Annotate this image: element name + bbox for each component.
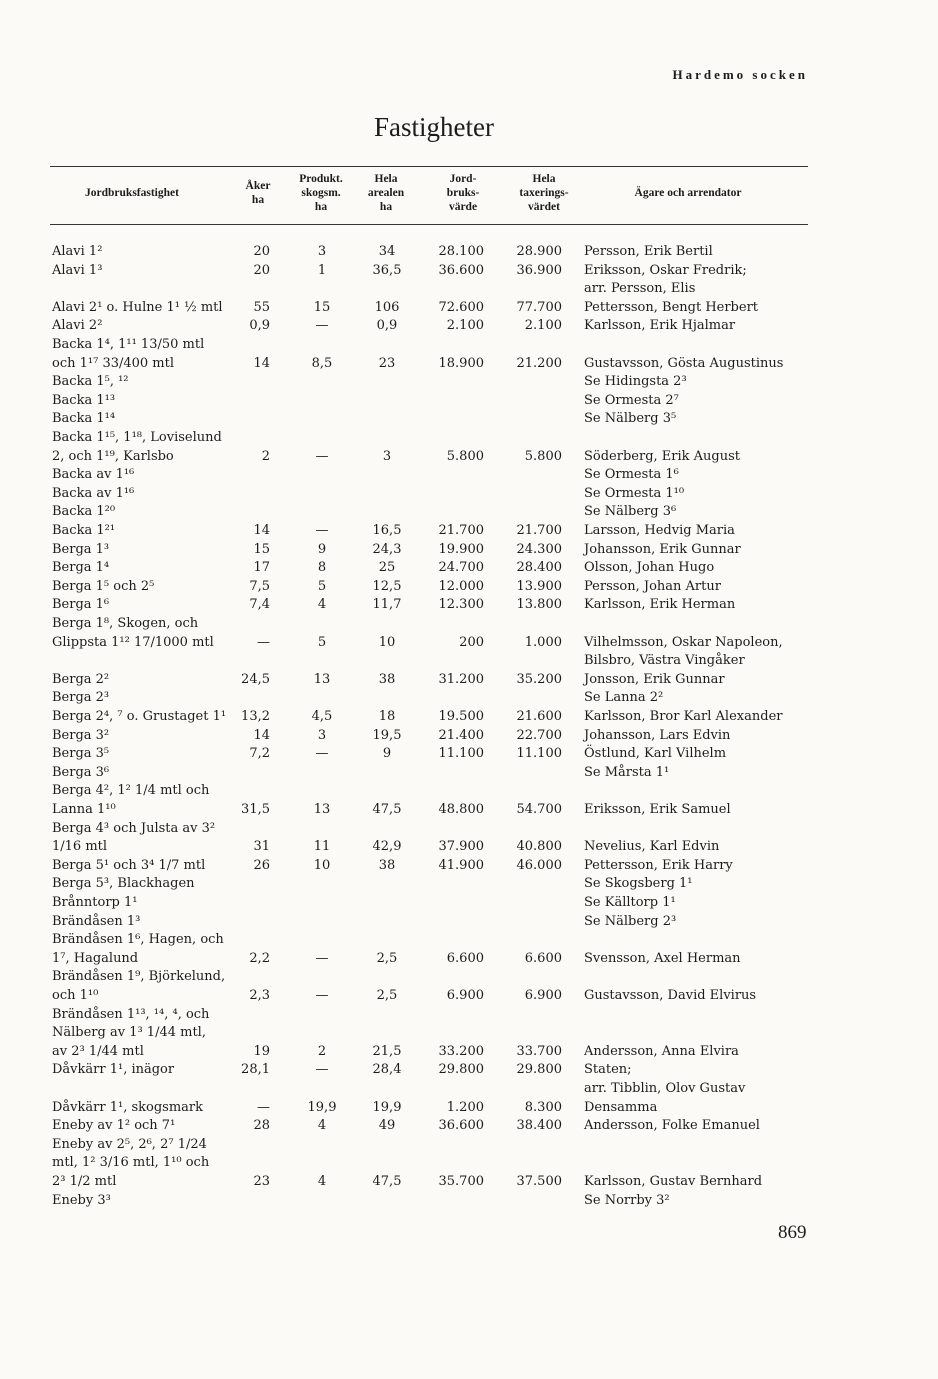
arable-cell: 7,2 [249, 746, 270, 762]
arable-cell: 20 [253, 244, 270, 259]
arable-cell: 55 [253, 299, 270, 315]
arable-cell: 2,2 [249, 950, 270, 966]
owner-cell: Se Norrby 3² [584, 1192, 670, 1208]
property-cell: Alavi 2² [52, 318, 103, 334]
property-cell: Brändåsen 1³ [52, 913, 141, 929]
owner-cell: Karlsson, Gustav Bernhard [584, 1174, 763, 1189]
owner-cell: Densamma [584, 1099, 658, 1115]
forest-cell: 11 [313, 839, 331, 855]
arable-cell: — [257, 634, 270, 650]
property-cell: Berga 1⁶ [52, 597, 110, 613]
farm-value-cell: 24.700 [438, 560, 484, 576]
owner-cell: Söderberg, Erik August [584, 448, 740, 464]
forest-cell: 13 [313, 802, 331, 817]
property-cell: och 1¹⁷ 33/400 mtl [52, 355, 175, 371]
arable-cell: — [257, 1099, 270, 1115]
total-cell: 38 [378, 671, 396, 687]
total-cell: 47,5 [372, 1174, 402, 1189]
owner-cell: Andersson, Anna Elvira [584, 1043, 739, 1059]
arable-cell: 20 [253, 262, 270, 278]
owner-cell: Se Nälberg 2³ [584, 913, 677, 929]
tax-value-cell: 54.700 [516, 802, 562, 817]
property-cell: Berga 2² [52, 671, 110, 687]
property-cell: Backa 1¹⁵, 1¹⁸, Loviselund [52, 430, 222, 445]
property-cell: Brändåsen 1¹³, ¹⁴, ⁴, och [52, 1006, 210, 1022]
total-cell: 2,5 [376, 988, 398, 1003]
property-cell: Berga 4³ och Julsta av 3² [52, 820, 216, 836]
tax-value-cell: 29.800 [516, 1062, 562, 1078]
property-cell: Berga 3⁶ [52, 764, 110, 780]
tax-value-cell: 40.800 [516, 839, 562, 855]
farm-value-cell: 6.600 [446, 950, 484, 966]
owner-cell: Se Ormesta 1¹⁰ [584, 485, 685, 501]
total-cell: 106 [374, 299, 400, 315]
owner-cell: Se Nälberg 3⁵ [584, 411, 677, 427]
owner-cell: Olsson, Johan Hugo [584, 560, 715, 576]
property-cell: Brånntorp 1¹ [52, 895, 138, 910]
owner-cell: Persson, Johan Artur [584, 578, 721, 594]
property-cell: Brändåsen 1⁶, Hagen, och [52, 932, 224, 948]
property-cell: och 1¹⁰ [52, 988, 99, 1003]
property-cell: Berga 5¹ och 3⁴ 1/7 mtl [52, 857, 206, 873]
forest-cell: 5 [317, 578, 327, 594]
farm-value-cell: 41.900 [438, 857, 484, 873]
property-cell: Berga 3² [52, 727, 110, 743]
farm-value-cell: 36.600 [438, 262, 484, 278]
property-cell: Backa 1⁵, ¹² [52, 374, 129, 390]
total-cell: 23 [378, 355, 396, 371]
property-cell: Backa 1²¹ [52, 523, 116, 538]
tax-value-cell: 13.800 [516, 597, 562, 613]
forest-cell: — [315, 448, 329, 464]
forest-cell: 9 [317, 541, 327, 557]
property-cell: Eneby av 1² och 7¹ [52, 1118, 176, 1134]
header-forest: Produkt. skogsm. ha [299, 173, 343, 213]
tax-value-cell: 77.700 [516, 299, 562, 315]
forest-cell: 3 [317, 727, 327, 743]
table-top-rule [50, 166, 808, 167]
arable-cell: 7,5 [249, 578, 270, 594]
tax-value-cell: 46.000 [516, 857, 562, 873]
forest-cell: — [315, 988, 329, 1003]
forest-cell: 8,5 [311, 355, 333, 371]
total-cell: 9 [382, 746, 392, 762]
total-cell: 19,5 [372, 727, 402, 743]
forest-cell: 4,5 [311, 709, 333, 724]
total-cell: 42,9 [372, 839, 402, 855]
forest-cell: 15 [313, 299, 331, 315]
owner-cell: Gustavsson, David Elvirus [584, 988, 757, 1003]
owner-cell: Östlund, Karl Vilhelm [584, 746, 727, 762]
arable-cell: 0,9 [249, 318, 270, 334]
page-number: 869 [778, 1222, 807, 1243]
farm-value-cell: 19.900 [438, 541, 484, 557]
owner-cell: Karlsson, Erik Hjalmar [584, 318, 736, 334]
arable-cell: 7,4 [249, 597, 270, 613]
owner-cell: Vilhelmsson, Oskar Napoleon, [584, 634, 783, 650]
farm-value-cell: 28.100 [438, 244, 484, 259]
farm-value-cell: 6.900 [446, 988, 484, 1003]
forest-cell: 4 [317, 1174, 327, 1189]
owner-cell: Eriksson, Erik Samuel [584, 802, 731, 817]
farm-value-cell: 5.800 [446, 448, 484, 464]
total-cell: 3 [382, 448, 392, 464]
tax-value-cell: 6.900 [524, 988, 562, 1003]
property-cell: Brändåsen 1⁹, Björkelund, [52, 969, 226, 985]
property-cell: Alavi 1³ [52, 262, 103, 278]
property-cell: Berga 1⁸, Skogen, och [52, 616, 199, 631]
property-cell: Eneby 3³ [52, 1192, 111, 1208]
owner-cell: Bilsbro, Västra Vingåker [584, 653, 745, 669]
owner-cell: arr. Persson, Elis [584, 281, 696, 297]
tax-value-cell: 13.900 [516, 578, 562, 594]
total-cell: 38 [378, 857, 396, 873]
property-cell: Berga 1⁴ [52, 560, 110, 576]
owner-cell: Jonsson, Erik Gunnar [584, 671, 725, 687]
property-cell: Berga 4², 1² 1/4 mtl och [52, 783, 210, 799]
owner-cell: Larsson, Hedvig Maria [584, 523, 735, 538]
tax-value-cell: 22.700 [516, 727, 562, 743]
total-cell: 12,5 [372, 578, 402, 594]
farm-value-cell: 18.900 [438, 355, 484, 371]
forest-cell: 5 [317, 634, 327, 650]
property-cell: Backa 1¹³ [52, 392, 116, 408]
owner-cell: Johansson, Erik Gunnar [584, 541, 741, 557]
farm-value-cell: 36.600 [438, 1118, 484, 1134]
owner-cell: Se Källtorp 1¹ [584, 895, 676, 910]
tax-value-cell: 38.400 [516, 1118, 562, 1134]
owner-cell: Pettersson, Erik Harry [584, 857, 733, 873]
forest-cell: — [315, 318, 329, 334]
farm-value-cell: 33.200 [438, 1043, 484, 1059]
owner-cell: Nevelius, Karl Edvin [584, 839, 720, 855]
farm-value-cell: 11.100 [438, 746, 484, 762]
total-cell: 21,5 [372, 1043, 402, 1059]
total-cell: 47,5 [372, 802, 402, 817]
farm-value-cell: 200 [459, 634, 484, 650]
arable-cell: 14 [253, 355, 270, 371]
property-cell: av 2³ 1/44 mtl [52, 1043, 144, 1059]
property-cell: Nälberg av 1³ 1/44 mtl, [52, 1025, 206, 1041]
tax-value-cell: 6.600 [524, 950, 562, 966]
property-cell: Alavi 2¹ o. Hulne 1¹ ½ mtl [52, 299, 223, 315]
header-farm-value: Jord- bruks- värde [446, 173, 480, 213]
property-cell: Backa 1²⁰ [52, 504, 116, 520]
owner-cell: Se Mårsta 1¹ [584, 764, 670, 780]
arable-cell: 26 [253, 857, 270, 873]
farm-value-cell: 12.300 [438, 597, 484, 613]
farm-value-cell: 37.900 [438, 839, 484, 855]
property-cell: Berga 1³ [52, 541, 110, 557]
arable-cell: 31,5 [241, 802, 270, 817]
tax-value-cell: 28.900 [516, 244, 562, 259]
property-cell: Berga 2³ [52, 690, 110, 706]
total-cell: 36,5 [372, 262, 402, 278]
owner-cell: Gustavsson, Gösta Augustinus [584, 355, 784, 371]
forest-cell: 1 [317, 262, 327, 278]
farm-value-cell: 29.800 [438, 1062, 484, 1078]
owner-cell: Se Skogsberg 1¹ [584, 876, 693, 892]
forest-cell: 8 [317, 560, 327, 576]
table-header-rule [50, 224, 808, 225]
owner-cell: Andersson, Folke Emanuel [584, 1118, 760, 1134]
header-owner: Ägare och arrendator [634, 187, 742, 199]
forest-cell: — [315, 1062, 329, 1078]
arable-cell: 14 [253, 523, 270, 538]
header-property: Jordbruksfastighet [85, 187, 179, 199]
owner-cell: Johansson, Lars Edvin [584, 727, 731, 743]
owner-cell: Eriksson, Oskar Fredrik; [584, 262, 747, 278]
arable-cell: 19 [253, 1043, 270, 1059]
tax-value-cell: 37.500 [516, 1174, 562, 1189]
owner-cell: Se Nälberg 3⁶ [584, 504, 677, 520]
owner-cell: Karlsson, Bror Karl Alexander [584, 709, 783, 724]
header-tax-value: Hela taxerings- värdet [519, 173, 569, 213]
arable-cell: 31 [253, 839, 270, 855]
forest-cell: — [315, 950, 329, 966]
arable-cell: 28 [253, 1118, 270, 1134]
owner-cell: Pettersson, Bengt Herbert [584, 299, 759, 315]
property-cell: Lanna 1¹⁰ [52, 802, 116, 817]
owner-cell: Staten; [584, 1062, 632, 1078]
arable-cell: 15 [253, 541, 270, 557]
forest-cell: — [315, 746, 329, 762]
owner-cell: Se Hidingsta 2³ [584, 374, 687, 390]
total-cell: 25 [378, 560, 396, 576]
total-cell: 34 [378, 244, 396, 259]
forest-cell: 4 [317, 597, 327, 613]
arable-cell: 2 [261, 448, 270, 464]
property-cell: Berga 1⁵ och 2⁵ [52, 578, 155, 594]
property-cell: Berga 2⁴, ⁷ o. Grustaget 1¹ [52, 709, 227, 724]
property-cell: Dåvkärr 1¹, inägor [52, 1062, 175, 1078]
farm-value-cell: 21.400 [438, 727, 484, 743]
property-cell: 2, och 1¹⁹, Karlsbo [52, 448, 174, 464]
farm-value-cell: 12.000 [438, 578, 484, 594]
tax-value-cell: 21.200 [516, 355, 562, 371]
farm-value-cell: 21.700 [438, 523, 484, 538]
tax-value-cell: 1.000 [524, 634, 562, 650]
tax-value-cell: 35.200 [516, 671, 562, 687]
owner-cell: arr. Tibblin, Olov Gustav [584, 1081, 746, 1096]
header-arable: Åker ha [245, 180, 271, 206]
owner-cell: Se Lanna 2² [584, 690, 664, 706]
property-cell: Glippsta 1¹² 17/1000 mtl [52, 634, 214, 650]
farm-value-cell: 48.800 [438, 802, 484, 817]
farm-value-cell: 35.700 [438, 1174, 484, 1189]
total-cell: 0,9 [376, 318, 398, 334]
tax-value-cell: 36.900 [516, 262, 562, 278]
arable-cell: 13,2 [241, 709, 270, 724]
owner-cell: Svensson, Axel Herman [584, 950, 741, 966]
tax-value-cell: 21.700 [516, 523, 562, 538]
property-cell: Alavi 1² [52, 244, 103, 259]
tax-value-cell: 21.600 [516, 709, 562, 724]
property-cell: 1/16 mtl [52, 839, 108, 855]
property-cell: Backa av 1¹⁶ [52, 467, 135, 483]
total-cell: 2,5 [376, 950, 398, 966]
farm-value-cell: 72.600 [438, 299, 484, 315]
property-cell: Berga 3⁵ [52, 746, 110, 762]
farm-value-cell: 1.200 [446, 1099, 484, 1115]
total-cell: 19,9 [372, 1099, 402, 1115]
farm-value-cell: 19.500 [438, 709, 484, 724]
arable-cell: 2,3 [249, 988, 270, 1003]
farm-value-cell: 31.200 [438, 671, 484, 687]
forest-cell: — [315, 523, 329, 538]
total-cell: 16,5 [372, 523, 402, 538]
forest-cell: 19,9 [307, 1099, 337, 1115]
tax-value-cell: 28.400 [516, 560, 562, 576]
property-cell: 2³ 1/2 mtl [52, 1174, 117, 1189]
owner-cell: Persson, Erik Bertil [584, 244, 713, 259]
arable-cell: 24,5 [241, 671, 270, 687]
total-cell: 10 [378, 634, 396, 650]
property-cell: Dåvkärr 1¹, skogsmark [52, 1099, 203, 1115]
total-cell: 11,7 [372, 597, 402, 613]
property-cell: 1⁷, Hagalund [52, 950, 139, 966]
property-cell: Eneby av 2⁵, 2⁶, 2⁷ 1/24 [52, 1136, 207, 1152]
arable-cell: 17 [253, 560, 270, 576]
total-cell: 49 [378, 1118, 396, 1134]
tax-value-cell: 24.300 [516, 541, 562, 557]
page-title: Fastigheter [374, 112, 494, 142]
property-cell: Backa 1¹⁴ [52, 411, 116, 427]
property-cell: Backa 1⁴, 1¹¹ 13/50 mtl [52, 337, 205, 352]
owner-cell: Karlsson, Erik Herman [584, 597, 736, 613]
total-cell: 28,4 [372, 1062, 402, 1078]
forest-cell: 13 [313, 671, 331, 687]
farm-value-cell: 2.100 [446, 318, 484, 334]
forest-cell: 2 [317, 1043, 327, 1059]
tax-value-cell: 11.100 [516, 746, 562, 762]
owner-cell: Se Ormesta 1⁶ [584, 467, 679, 483]
forest-cell: 10 [313, 857, 331, 873]
property-cell: mtl, 1² 3/16 mtl, 1¹⁰ och [52, 1155, 210, 1171]
tax-value-cell: 33.700 [516, 1043, 562, 1059]
forest-cell: 3 [317, 244, 327, 259]
owner-cell: Se Ormesta 2⁷ [584, 392, 679, 408]
total-cell: 24,3 [372, 541, 402, 557]
arable-cell: 28,1 [241, 1062, 270, 1078]
property-cell: Backa av 1¹⁶ [52, 485, 135, 501]
tax-value-cell: 2.100 [524, 318, 562, 334]
arable-cell: 23 [253, 1174, 270, 1189]
tax-value-cell: 8.300 [524, 1099, 562, 1115]
forest-cell: 4 [317, 1118, 327, 1134]
total-cell: 18 [378, 709, 396, 724]
header-total-area: Hela arealen ha [367, 173, 405, 213]
arable-cell: 14 [253, 727, 270, 743]
tax-value-cell: 5.800 [524, 448, 562, 464]
property-cell: Berga 5³, Blackhagen [52, 876, 195, 892]
running-head: Hardemo socken [672, 67, 808, 82]
